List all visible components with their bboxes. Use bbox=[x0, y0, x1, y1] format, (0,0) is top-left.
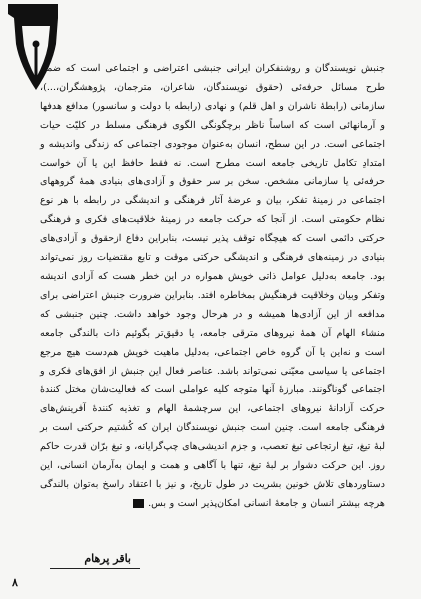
author-underline bbox=[50, 568, 140, 569]
page-number: ۸ bbox=[12, 576, 18, 589]
author-name: باقر پرهام bbox=[84, 552, 131, 565]
end-of-article-mark bbox=[133, 499, 144, 508]
body-paragraph-text: جنبش نویسندگان و روشنفکران ایرانی جنبشی اعتراضی و اجتماعی است که ضمن طرح مسائل حرفه‌ئی (حقوق نویسندگان، شاعران، مترجمان، پژوهشگران،...)، سازمانی (رابطهٔ ناشران و اهل قلم) و نهادی (رابطه با دولت و سانسور) مدافع هدفها و آرمانهائی است که اساساً ناظر برچگونگی الگوی فرهنگی مسلط در کلیّت حیات اجتماعی است. در این سطح، انسان به‌عنوان موجودی اجتماعی که زندگی واندیشه و امتدادِ تکامل تاریخی جامعه است مطرح است. نه فقط حافظ این یا آن خواست حرفه‌ئی یا سازمانی مشخص. سخن بر سر حقوق و آزادی‌های بنیادی همهٔ گروههای اجتماعی در زمینهٔ تفکر، بیان و عرضهٔ آثار فرهنگی و اندیشگی در رابطه با هر نوع نظام حکومتی است. از آنجا که حرکت جامعه در زمینهٔ خلاقیت‌های فکری و فرهنگی حرکتی دائمی است که هیچگاه توقف پذیر نیست، بنابراین دفاع ازحقوق و آزادی‌های بنیادی در زمینه‌های فرهنگی و اندیشگی حرکتی موقت و تابع مقتضیات روز نمی‌تواند بود. جامعه به‌دلیل عوامل ذاتی خویش همواره در این خطر هست که آزادی اندیشه وتفکر وبیان وخلاقیت فرهنگیش بمخاطره افتد. بنابراین ضرورت جنبش اعتراضی برای مدافعه از این آزادی‌ها همیشه و در هرحال وجود خواهد داشت. چنین جنبشی که منشاء الهام آن همهٔ نیروهای مترقی جامعه، یا دقیق‌تر بگوئیم ذات بالندگی جامعه است و نه‌این یا آن گروه خاص اجتماعی، به‌دلیل ماهیت خویش هم‌دست هیچ مرجع اجتماعی یا سیاسی معیّنی نمی‌تواند باشد. عناصر فعال این جنبش از افق‌های فکری و اجتماعی گوناگونند. مبارزهٔ آنها متوجه کلیه عواملی است که فعالیت‌شان مختل کنندهٔ حرکت آزادانهٔ نیروهای اجتماعی، این سرچشمهٔ الهام و تغذیه کنندهٔ آفرینش‌های فرهنگی جامعه است. چنین است جنبش نویسندگان ایران که کُشتیم حرکتی است بر لبهٔ تیغ، تیغ ارتجاعی تیغ تعصب، و جزم اندیشی‌های چپ‌گرایانه، و تیغ برّان قدرت حاکم روز. این حرکت دشوار بر لبهٔ تیغ، تنها با آگاهی و همت و ایمان به‌آرمان انسانی، این دستاوردهای تلاش خونین بشریت در طول تاریخ، و نیز با اعتقاد راسخ به‌توان بالندگی هرچه بیشتر انسان و جامعهٔ انسانی امکان‌پذیر است و بس. bbox=[40, 63, 385, 509]
body-paragraph bbox=[40, 60, 385, 514]
